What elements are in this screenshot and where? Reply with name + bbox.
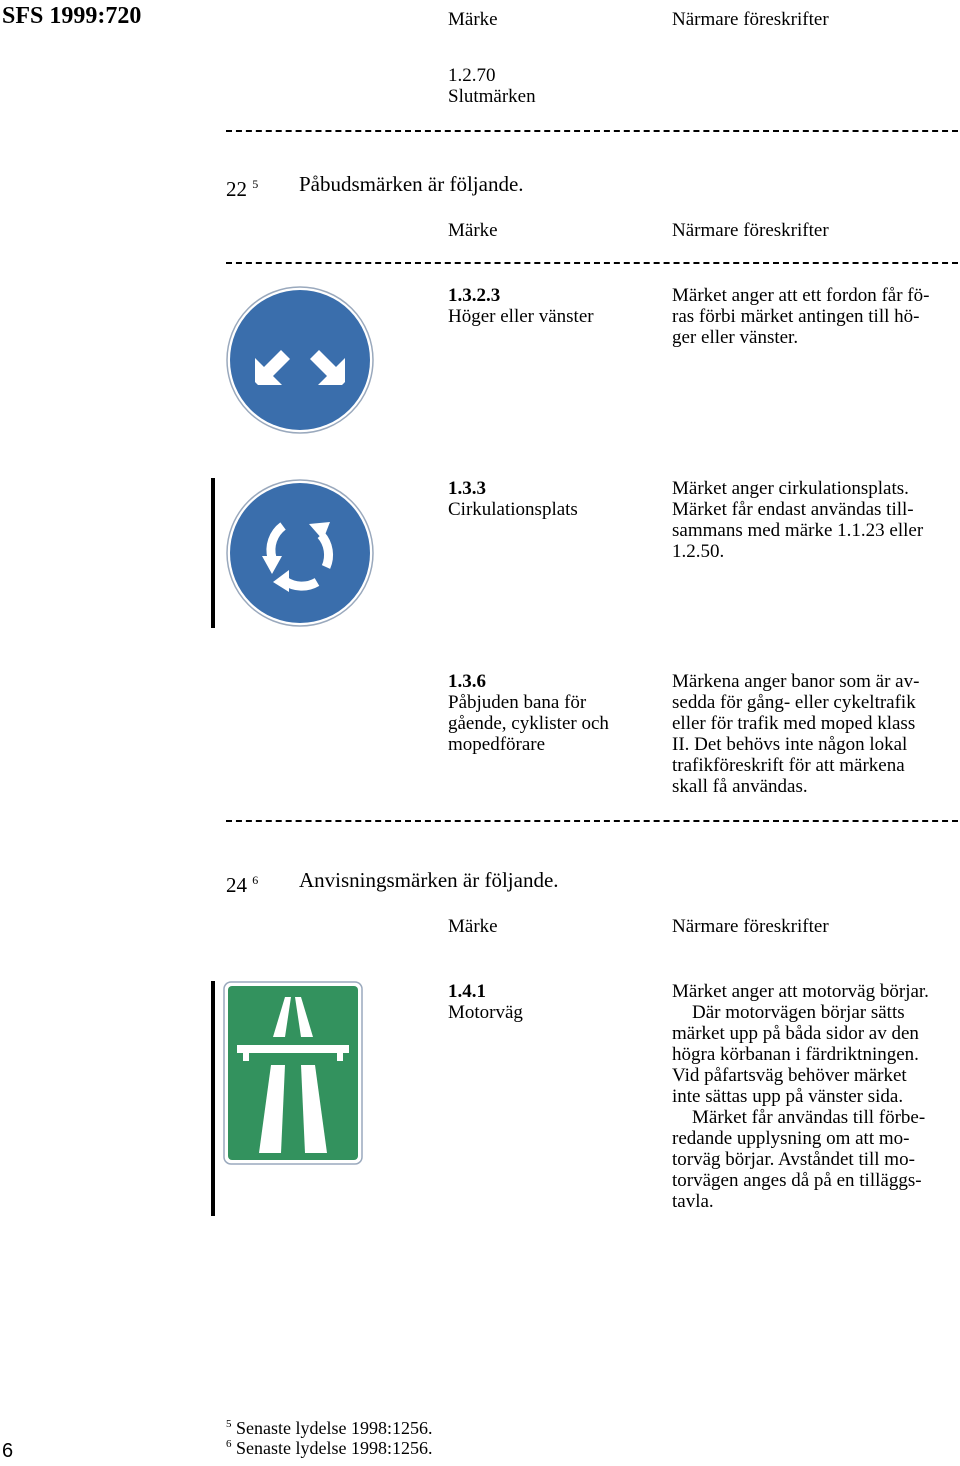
column-header-marke: Märke (448, 9, 498, 30)
entry-name: Slutmärken (448, 86, 536, 107)
entry-133-rules (672, 478, 958, 562)
entry-136-rules (672, 671, 958, 797)
column-header-foreskrifter: Närmare föreskrifter (672, 916, 829, 937)
entry-name: Cirkulationsplats (448, 499, 578, 520)
entry-number: 1.3.3 (448, 478, 486, 499)
rule-line: eller för trafik med moped klass (672, 713, 916, 734)
rule-line: märket upp på båda sidor av den (672, 1023, 919, 1044)
column-header-marke: Märke (448, 916, 498, 937)
rule-line: Där motorvägen börjar sätts (692, 1002, 905, 1023)
footnote-text: Senaste lydelse 1998:1256. (236, 1418, 433, 1438)
rule-line: skall få användas. (672, 776, 808, 797)
divider (226, 130, 958, 132)
section-footnote-ref: 6 (252, 873, 259, 887)
column-header-foreskrifter: Närmare föreskrifter (672, 9, 829, 30)
rule-line: sedda för gång- eller cykeltrafik (672, 692, 916, 713)
entry-name-line: gående, cyklister och (448, 713, 609, 734)
entry-name: Höger eller vänster (448, 306, 594, 327)
rule-line: Vid påfartsväg behöver märket (672, 1065, 907, 1086)
footnote-marker: 5 (226, 1418, 232, 1430)
entry-1323-label (448, 285, 594, 327)
section-24-heading (226, 868, 258, 897)
section-22-title: Påbudsmärken är följande. (299, 172, 524, 196)
rule-line: inte sättas upp på vänster sida. (672, 1086, 904, 1107)
page-number: 6 (2, 1440, 14, 1462)
section-number: 24 (226, 873, 247, 897)
keep-right-or-left-sign (225, 285, 375, 435)
roundabout-sign (225, 478, 375, 628)
entry-136-label (448, 671, 609, 755)
section-number: 22 (226, 177, 247, 201)
section-24-title: Anvisningsmärken är följande. (299, 868, 559, 892)
entry-133-label (448, 478, 578, 520)
column-header-marke: Märke (448, 220, 498, 241)
column-header-foreskrifter: Närmare föreskrifter (672, 220, 829, 241)
rule-line: torväg börjar. Avståndet till mo- (672, 1149, 915, 1170)
entry-number: 1.4.1 (448, 981, 486, 1002)
document-id: SFS 1999:720 (2, 3, 142, 29)
rule-line: II. Det behövs inte någon lokal (672, 734, 908, 755)
divider (226, 820, 958, 822)
entry-141-rules (672, 981, 958, 1212)
entry-name-line: mopedförare (448, 734, 546, 755)
rule-line: Märket får endast användas till- (672, 499, 914, 520)
footnote-marker: 6 (226, 1438, 232, 1450)
rule-line: Märkena anger banor som är av- (672, 671, 920, 692)
change-bar (211, 478, 215, 628)
rule-line: ger eller vänster. (672, 327, 799, 348)
rule-line: Märket anger cirkulationsplats. (672, 478, 909, 499)
entry-number: 1.3.2.3 (448, 285, 501, 306)
rule-line: Märket anger att ett fordon får fö- (672, 285, 930, 306)
rule-line: ras förbi märket antingen till hö- (672, 306, 920, 327)
motorway-sign (223, 981, 363, 1165)
change-bar (211, 981, 215, 1216)
footnote (226, 1434, 432, 1458)
rule-line: högra körbanan i färdriktningen. (672, 1044, 919, 1065)
section-footnote-ref: 5 (252, 177, 259, 191)
footnote-text: Senaste lydelse 1998:1256. (236, 1438, 433, 1458)
rule-line: Märket får användas till förbe- (692, 1107, 926, 1128)
rule-line: torvägen anges då på en tilläggs- (672, 1170, 922, 1191)
entry-1323-rules (672, 285, 958, 348)
entry-141-label (448, 981, 523, 1023)
rule-line: redande upplysning om att mo- (672, 1128, 910, 1149)
rule-line: trafikföreskrift för att märkena (672, 755, 905, 776)
divider (226, 262, 958, 264)
entry-name-line: Påbjuden bana för (448, 692, 587, 713)
rule-line: tavla. (672, 1191, 714, 1212)
section-22-heading (226, 172, 258, 201)
entry-number: 1.2.70 (448, 65, 496, 86)
rule-line: 1.2.50. (672, 541, 725, 562)
entry-name: Motorväg (448, 1002, 523, 1023)
rule-line: sammans med märke 1.1.23 eller (672, 520, 924, 541)
rule-line: Märket anger att motorväg börjar. (672, 981, 929, 1002)
entry-slutmarken (448, 65, 536, 107)
entry-number: 1.3.6 (448, 671, 486, 692)
